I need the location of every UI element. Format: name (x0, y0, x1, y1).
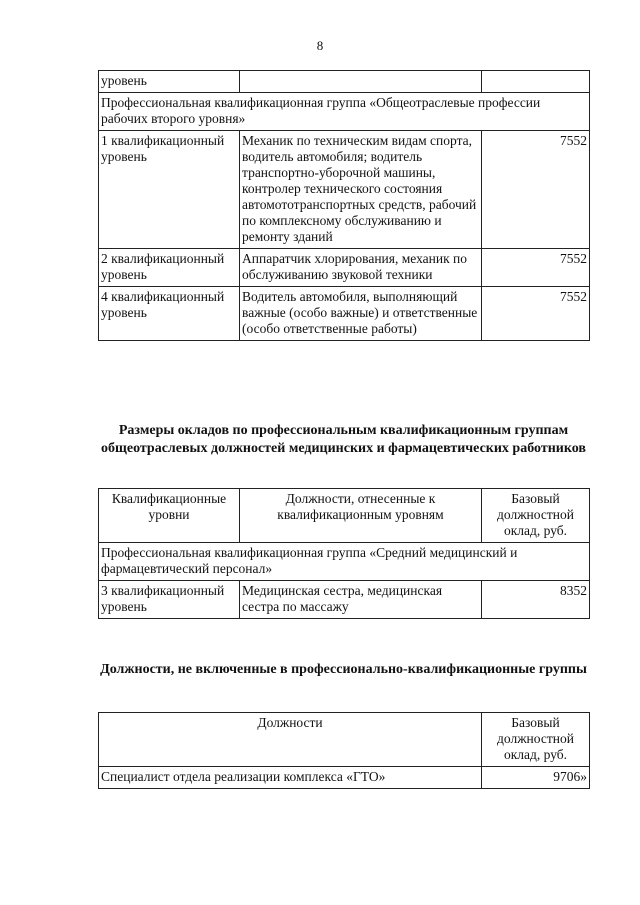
table-worker-professions (98, 70, 590, 341)
table-row (99, 767, 590, 789)
column-header-salary: Базовый должностной оклад, руб. (482, 713, 590, 767)
page-number: 8 (316, 38, 324, 53)
salary-cell: 9706» (482, 767, 590, 789)
table-medical-staff (98, 488, 590, 619)
table-row (99, 249, 590, 287)
column-header-salary: Базовый должностной оклад, руб. (482, 489, 590, 543)
group-title: Профессиональная квалификационная группа «Общеотраслевые профессии рабочих второго уровня» (99, 93, 590, 131)
table-row (99, 71, 590, 93)
group-title-row (99, 93, 590, 131)
table-header-row (99, 713, 590, 767)
table-row (99, 287, 590, 341)
section-heading-other-positions: Должности, не включенные в профессионально-квалификационные группы (100, 662, 587, 677)
table-other-positions (98, 712, 590, 789)
level-cell: 1 квалификационный уровень (99, 131, 240, 249)
positions-cell: Механик по техническим видам спорта, водитель автомобиля; водитель транспортно-уборочной машины, контролер технического состояния автомототранспортных средств, рабочий по комплексному обслуживанию и ремонту зданий (240, 131, 482, 249)
level-cell: 3 квалификационный уровень (99, 581, 240, 619)
group-title-row (99, 543, 590, 581)
column-header-levels: Квалификационные уровни (99, 489, 240, 543)
section-heading-medical: Размеры окладов по профессиональным квалификационным группам общеотраслевых должностей медицинских и фармацевтических работников (101, 423, 586, 456)
positions-cell (240, 71, 482, 93)
position-cell: Специалист отдела реализации комплекса «ГТО» (99, 767, 482, 789)
positions-cell: Аппаратчик хлорирования, механик по обслуживанию звуковой техники (240, 249, 482, 287)
table-row (99, 131, 590, 249)
table-header-row (99, 489, 590, 543)
column-header-positions: Должности, отнесенные к квалификационным уровням (240, 489, 482, 543)
positions-cell: Водитель автомобиля, выполняющий важные (особо важные) и ответственные (особо ответственные работы) (240, 287, 482, 341)
salary-cell: 7552 (482, 131, 590, 249)
group-title: Профессиональная квалификационная группа «Средний медицинский и фармацевтический персонал» (99, 543, 590, 581)
table-row (99, 581, 590, 619)
salary-cell (482, 71, 590, 93)
salary-cell: 7552 (482, 287, 590, 341)
level-cell: уровень (99, 71, 240, 93)
level-cell: 4 квалификационный уровень (99, 287, 240, 341)
salary-cell: 7552 (482, 249, 590, 287)
column-header-positions: Должности (99, 713, 482, 767)
positions-cell: Медицинская сестра, медицинская сестра по массажу (240, 581, 482, 619)
salary-cell: 8352 (482, 581, 590, 619)
level-cell: 2 квалификационный уровень (99, 249, 240, 287)
